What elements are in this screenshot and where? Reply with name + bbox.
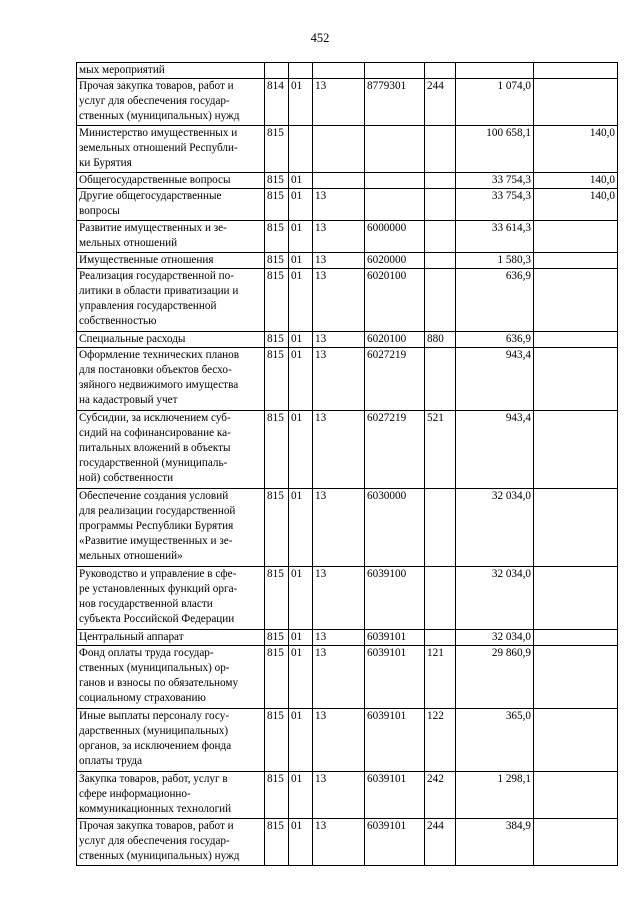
department-code: 815	[265, 348, 289, 411]
table-row	[77, 489, 618, 567]
amount	[456, 63, 534, 79]
subvention-amount	[534, 348, 618, 411]
row-name: Обеспечение создания условий для реализации государственной программы Республики Бурятия «Развитие имущественных и зе- мельных отношений»	[77, 489, 265, 567]
subvention-amount	[534, 772, 618, 819]
table-row	[77, 332, 618, 348]
subvention-amount	[534, 269, 618, 332]
section-code: 01	[289, 253, 313, 269]
table-row	[77, 772, 618, 819]
table-row	[77, 411, 618, 489]
expense-type-code: 122	[425, 709, 456, 772]
target-article-code: 6027219	[365, 348, 425, 411]
section-code	[289, 63, 313, 79]
table-body	[77, 63, 618, 866]
target-article-code: 6039101	[365, 709, 425, 772]
amount: 32 034,0	[456, 630, 534, 646]
row-name: Реализация государственной по- литики в области приватизации и управления государственной собственностью	[77, 269, 265, 332]
table-row	[77, 269, 618, 332]
expense-type-code	[425, 189, 456, 221]
section-code: 01	[289, 819, 313, 866]
row-name: Оформление технических планов для постановки объектов бесхо- зяйного недвижимого имущества на кадастровый учет	[77, 348, 265, 411]
department-code: 815	[265, 221, 289, 253]
row-name: Иные выплаты персоналу госу- дарственных (муниципальных) органов, за исключением фонда оплаты труда	[77, 709, 265, 772]
amount: 33 614,3	[456, 221, 534, 253]
subsection-code	[313, 173, 365, 189]
amount: 1 580,3	[456, 253, 534, 269]
department-code: 815	[265, 630, 289, 646]
row-name: Имущественные отношения	[77, 253, 265, 269]
amount: 384,9	[456, 819, 534, 866]
department-code: 814	[265, 79, 289, 126]
target-article-code: 6039101	[365, 772, 425, 819]
table-row	[77, 126, 618, 173]
section-code: 01	[289, 269, 313, 332]
target-article-code	[365, 173, 425, 189]
department-code: 815	[265, 189, 289, 221]
department-code: 815	[265, 646, 289, 709]
amount: 29 860,9	[456, 646, 534, 709]
subsection-code: 13	[313, 819, 365, 866]
amount: 33 754,3	[456, 189, 534, 221]
table-row	[77, 79, 618, 126]
subvention-amount	[534, 411, 618, 489]
amount: 943,4	[456, 411, 534, 489]
target-article-code: 6020100	[365, 269, 425, 332]
section-code: 01	[289, 332, 313, 348]
subsection-code: 13	[313, 269, 365, 332]
section-code: 01	[289, 567, 313, 630]
row-name: Центральный аппарат	[77, 630, 265, 646]
target-article-code	[365, 126, 425, 173]
amount: 32 034,0	[456, 489, 534, 567]
amount: 1 074,0	[456, 79, 534, 126]
subvention-amount: 140,0	[534, 126, 618, 173]
subsection-code: 13	[313, 646, 365, 709]
subsection-code: 13	[313, 772, 365, 819]
subsection-code: 13	[313, 189, 365, 221]
section-code: 01	[289, 189, 313, 221]
target-article-code: 6039101	[365, 819, 425, 866]
section-code: 01	[289, 630, 313, 646]
subsection-code: 13	[313, 630, 365, 646]
subvention-amount: 140,0	[534, 173, 618, 189]
expense-type-code: 521	[425, 411, 456, 489]
department-code: 815	[265, 411, 289, 489]
amount: 33 754,3	[456, 173, 534, 189]
subvention-amount	[534, 489, 618, 567]
table-row	[77, 253, 618, 269]
table-row	[77, 567, 618, 630]
target-article-code: 6020100	[365, 332, 425, 348]
subvention-amount	[534, 79, 618, 126]
target-article-code: 8779301	[365, 79, 425, 126]
department-code: 815	[265, 709, 289, 772]
row-name: Другие общегосударственные вопросы	[77, 189, 265, 221]
subsection-code: 13	[313, 221, 365, 253]
section-code: 01	[289, 173, 313, 189]
section-code: 01	[289, 646, 313, 709]
target-article-code: 6020000	[365, 253, 425, 269]
target-article-code: 6027219	[365, 411, 425, 489]
expense-type-code: 242	[425, 772, 456, 819]
expense-type-code	[425, 348, 456, 411]
subvention-amount	[534, 819, 618, 866]
department-code: 815	[265, 819, 289, 866]
section-code: 01	[289, 489, 313, 567]
department-code	[265, 63, 289, 79]
subsection-code: 13	[313, 79, 365, 126]
target-article-code: 6039101	[365, 646, 425, 709]
subvention-amount	[534, 630, 618, 646]
expense-type-code	[425, 253, 456, 269]
target-article-code: 6030000	[365, 489, 425, 567]
subsection-code: 13	[313, 567, 365, 630]
expense-type-code	[425, 63, 456, 79]
expense-type-code: 880	[425, 332, 456, 348]
table-row	[77, 819, 618, 866]
department-code: 815	[265, 567, 289, 630]
section-code: 01	[289, 221, 313, 253]
section-code: 01	[289, 411, 313, 489]
amount: 636,9	[456, 332, 534, 348]
section-code	[289, 126, 313, 173]
subvention-amount	[534, 63, 618, 79]
department-code: 815	[265, 126, 289, 173]
subvention-amount	[534, 709, 618, 772]
budget-table	[76, 62, 618, 866]
target-article-code	[365, 63, 425, 79]
row-name: Руководство и управление в сфе- ре установленных функций орга- нов государственной власти субъекта Российской Федерации	[77, 567, 265, 630]
row-name: Фонд оплаты труда государ- ственных (муниципальных) ор- ганов и взносы по обязательному социальному страхованию	[77, 646, 265, 709]
expense-type-code: 121	[425, 646, 456, 709]
department-code: 815	[265, 253, 289, 269]
table-row	[77, 709, 618, 772]
section-code: 01	[289, 79, 313, 126]
expense-type-code	[425, 126, 456, 173]
section-code: 01	[289, 348, 313, 411]
amount: 636,9	[456, 269, 534, 332]
expense-type-code	[425, 221, 456, 253]
row-name: Развитие имущественных и зе- мельных отношений	[77, 221, 265, 253]
subsection-code: 13	[313, 332, 365, 348]
subsection-code	[313, 126, 365, 173]
subvention-amount	[534, 332, 618, 348]
subsection-code: 13	[313, 348, 365, 411]
subsection-code: 13	[313, 709, 365, 772]
subvention-amount	[534, 221, 618, 253]
subsection-code: 13	[313, 411, 365, 489]
amount: 365,0	[456, 709, 534, 772]
expense-type-code	[425, 173, 456, 189]
target-article-code: 6039100	[365, 567, 425, 630]
row-name: Министерство имущественных и земельных отношений Республи- ки Бурятия	[77, 126, 265, 173]
subsection-code: 13	[313, 489, 365, 567]
target-article-code: 6039101	[365, 630, 425, 646]
expense-type-code: 244	[425, 819, 456, 866]
table-row	[77, 646, 618, 709]
department-code: 815	[265, 772, 289, 819]
table-row	[77, 63, 618, 79]
subvention-amount	[534, 253, 618, 269]
row-name: мых мероприятий	[77, 63, 265, 79]
target-article-code: 6000000	[365, 221, 425, 253]
row-name: Специальные расходы	[77, 332, 265, 348]
row-name: Закупка товаров, работ, услуг в сфере информационно- коммуникационных технологий	[77, 772, 265, 819]
page-number: 452	[310, 31, 330, 45]
row-name: Общегосударственные вопросы	[77, 173, 265, 189]
amount: 1 298,1	[456, 772, 534, 819]
amount: 100 658,1	[456, 126, 534, 173]
table-row	[77, 630, 618, 646]
expense-type-code	[425, 489, 456, 567]
expense-type-code	[425, 567, 456, 630]
row-name: Субсидии, за исключением суб- сидий на софинансирование ка- питальных вложений в объекты государственной (муниципаль- ной) собственности	[77, 411, 265, 489]
amount: 32 034,0	[456, 567, 534, 630]
table-row	[77, 173, 618, 189]
expense-type-code	[425, 630, 456, 646]
department-code: 815	[265, 173, 289, 189]
row-name: Прочая закупка товаров, работ и услуг для обеспечения государ- ственных (муниципальных) нужд	[77, 79, 265, 126]
row-name: Прочая закупка товаров, работ и услуг для обеспечения государ- ственных (муниципальных) нужд	[77, 819, 265, 866]
department-code: 815	[265, 332, 289, 348]
subvention-amount	[534, 646, 618, 709]
amount: 943,4	[456, 348, 534, 411]
subvention-amount	[534, 567, 618, 630]
table-row	[77, 348, 618, 411]
subvention-amount: 140,0	[534, 189, 618, 221]
department-code: 815	[265, 489, 289, 567]
department-code: 815	[265, 269, 289, 332]
subsection-code: 13	[313, 253, 365, 269]
subsection-code	[313, 63, 365, 79]
table-row	[77, 189, 618, 221]
expense-type-code	[425, 269, 456, 332]
section-code: 01	[289, 709, 313, 772]
expense-type-code: 244	[425, 79, 456, 126]
target-article-code	[365, 189, 425, 221]
table-row	[77, 221, 618, 253]
section-code: 01	[289, 772, 313, 819]
